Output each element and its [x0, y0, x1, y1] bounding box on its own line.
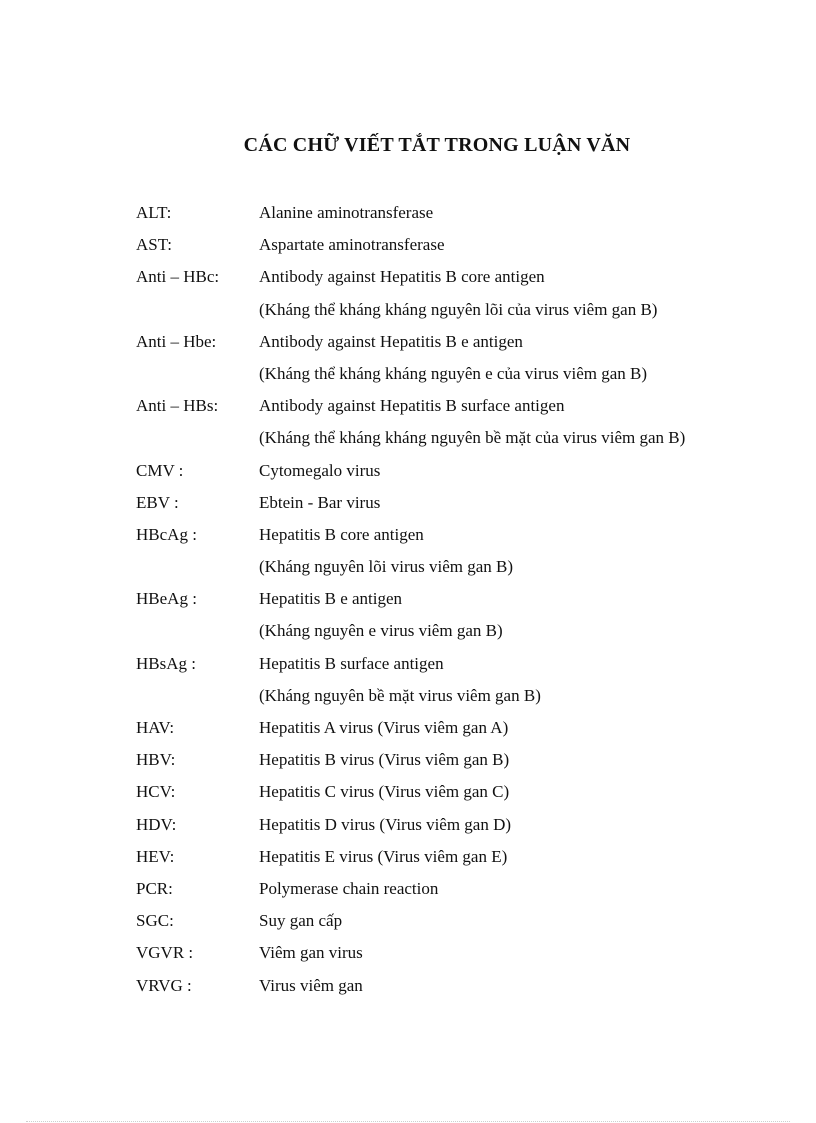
abbreviation-term: AST:: [136, 235, 172, 255]
abbreviation-term: Anti – HBc:: [136, 267, 220, 287]
abbreviation-term: HDV:: [136, 814, 177, 834]
abbreviation-row: [136, 489, 776, 521]
abbreviation-meaning: Suy gan cấp: [259, 911, 343, 931]
abbreviation-term: HAV:: [136, 718, 175, 737]
abbreviation-meaning: Viêm gan virus: [259, 943, 363, 963]
abbreviation-term: Anti – HBs:: [136, 396, 219, 416]
abbreviation-row: [136, 843, 776, 875]
abbreviation-row: [136, 296, 776, 328]
abbreviation-meaning: Cytomegalo virus: [259, 460, 381, 480]
abbreviation-meaning: Virus viêm gan: [259, 975, 363, 995]
abbreviation-row: [136, 263, 776, 295]
abbreviation-term: SGC:: [136, 911, 174, 931]
abbreviation-term: HBcAg :: [136, 524, 197, 544]
abbreviation-term: HCV:: [136, 782, 176, 802]
abbreviation-row: [136, 424, 776, 456]
abbreviation-meaning: Antibody against Hepatitis B surface antigen: [259, 396, 565, 416]
abbreviation-list: [136, 199, 776, 1004]
abbreviation-meaning: (Kháng nguyên bề mặt virus viêm gan B): [259, 685, 541, 705]
abbreviation-row: [136, 714, 776, 746]
abbreviation-meaning: Hepatitis B core antigen: [259, 524, 424, 544]
abbreviation-row: [136, 617, 776, 649]
abbreviation-term: HEV:: [136, 846, 175, 866]
abbreviation-row: [136, 811, 776, 843]
abbreviation-term: ALT:: [136, 203, 172, 222]
abbreviation-term: HBeAg :: [136, 589, 197, 609]
abbreviation-meaning: Polymerase chain reaction: [259, 878, 439, 898]
abbreviation-meaning: (Kháng nguyên lõi virus viêm gan B): [259, 557, 514, 577]
abbreviation-row: [136, 360, 776, 392]
abbreviation-row: [136, 746, 776, 778]
abbreviation-term: EBV :: [136, 492, 179, 512]
abbreviation-row: [136, 199, 776, 231]
abbreviation-meaning: (Kháng thể kháng kháng nguyên bề mặt của virus viêm gan B): [259, 428, 686, 448]
abbreviation-row: [136, 392, 776, 424]
abbreviation-meaning: (Kháng thể kháng kháng nguyên lõi của virus viêm gan B): [259, 299, 658, 319]
abbreviation-row: [136, 585, 776, 617]
abbreviation-row: [136, 231, 776, 263]
abbreviation-row: [136, 553, 776, 585]
abbreviation-meaning: (Kháng nguyên e virus viêm gan B): [259, 621, 503, 641]
abbreviation-meaning: Hepatitis A virus (Virus viêm gan A): [259, 718, 509, 737]
abbreviation-term: PCR:: [136, 878, 173, 898]
page-bottom-divider: [26, 1121, 790, 1122]
abbreviation-term: VRVG :: [136, 975, 192, 995]
abbreviation-row: [136, 972, 776, 1004]
abbreviation-meaning: Hepatitis B e antigen: [259, 589, 403, 609]
abbreviation-row: [136, 682, 776, 714]
abbreviation-term: CMV :: [136, 460, 184, 480]
abbreviation-row: [136, 521, 776, 553]
abbreviation-row: [136, 650, 776, 682]
abbreviation-meaning: Ebtein - Bar virus: [259, 492, 381, 512]
abbreviation-meaning: Hepatitis C virus (Virus viêm gan C): [259, 782, 510, 802]
abbreviation-meaning: Alanine aminotransferase: [259, 203, 434, 222]
abbreviation-meaning: Antibody against Hepatitis B e antigen: [259, 331, 523, 351]
abbreviation-meaning: Aspartate aminotransferase: [259, 235, 445, 255]
abbreviation-term: Anti – Hbe:: [136, 331, 217, 351]
abbreviation-term: HBsAg :: [136, 653, 196, 673]
abbreviation-row: [136, 907, 776, 939]
abbreviation-row: [136, 939, 776, 971]
abbreviation-meaning: Antibody against Hepatitis B core antigen: [259, 267, 545, 287]
abbreviation-meaning: Hepatitis E virus (Virus viêm gan E): [259, 846, 508, 866]
abbreviation-row: [136, 457, 776, 489]
abbreviation-term: HBV:: [136, 750, 176, 770]
abbreviation-row: [136, 328, 776, 360]
abbreviation-meaning: Hepatitis B virus (Virus viêm gan B): [259, 750, 510, 770]
abbreviation-term: VGVR :: [136, 943, 194, 963]
abbreviation-meaning: (Kháng thể kháng kháng nguyên e của virus viêm gan B): [259, 363, 648, 383]
abbreviation-meaning: Hepatitis D virus (Virus viêm gan D): [259, 814, 512, 834]
page-title: CÁC CHỮ VIẾT TẮT TRONG LUẬN VĂN: [243, 134, 631, 156]
abbreviation-row: [136, 875, 776, 907]
abbreviation-row: [136, 778, 776, 810]
abbreviation-meaning: Hepatitis B surface antigen: [259, 653, 444, 673]
